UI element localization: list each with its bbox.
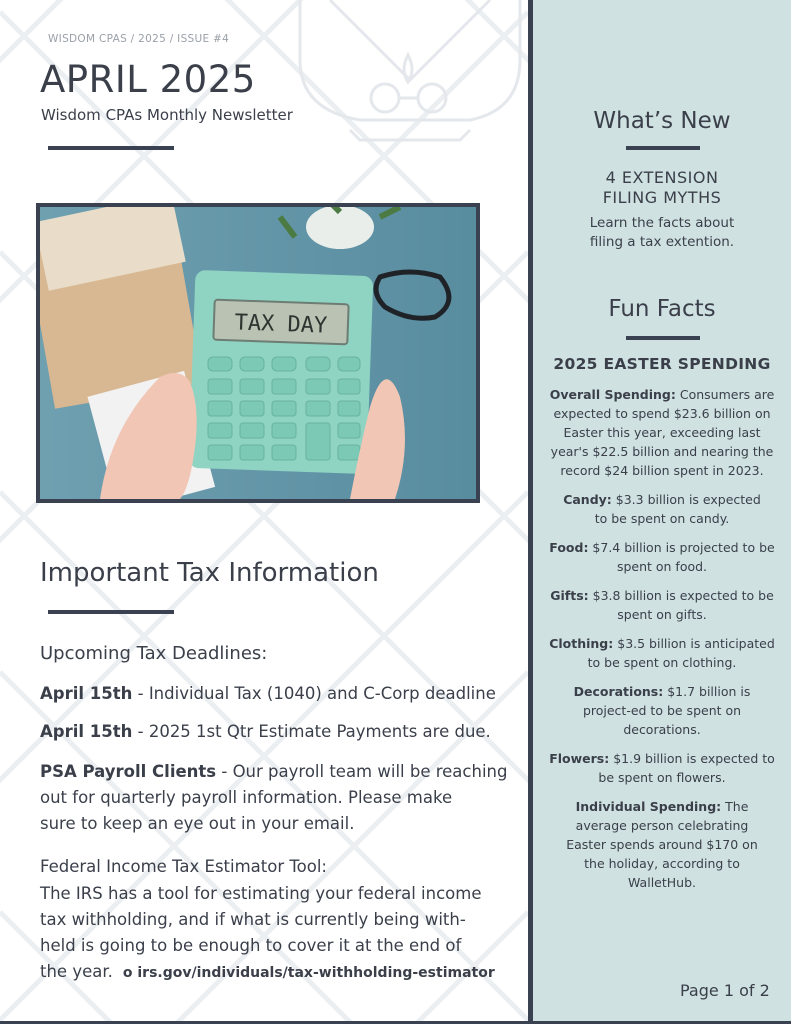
article-desc: Learn the facts about	[589, 215, 735, 231]
estimator-text: held is going to be enough to cover it at the end of	[40, 936, 462, 955]
estimator-paragraph	[40, 881, 495, 986]
fact-item	[533, 797, 791, 892]
fact-text: $1.7 billion is project-ed to be spent on decorations.	[582, 684, 751, 737]
psa-label: PSA Payroll Clients	[40, 762, 217, 781]
fact-label: Individual Spending:	[575, 799, 722, 814]
estimator-text: the year.	[40, 962, 113, 981]
easter-heading: 2025 EASTER SPENDING	[553, 355, 771, 373]
fact-text: $3.8 billion is expected to be spent on gifts.	[588, 588, 774, 622]
fact-label: Decorations:	[573, 684, 664, 699]
fact-text: $3.5 billion is anticipated to be spent on clothing.	[587, 636, 775, 670]
estimator-link[interactable]: o irs.gov/individuals/tax-withholding-estimator	[122, 965, 495, 981]
fact-item	[533, 749, 791, 787]
fact-item	[533, 682, 791, 739]
issue-kicker: WISDOM CPAS / 2025 / ISSUE #4	[48, 33, 230, 45]
fun-facts-rule	[626, 336, 700, 340]
article-teaser[interactable]	[533, 168, 791, 252]
psa-text: sure to keep an eye out in your email.	[40, 814, 355, 833]
tax-day-photo	[36, 203, 480, 503]
fact-item	[533, 538, 791, 576]
fact-label: Flowers:	[549, 751, 610, 766]
fun-facts-title: Fun Facts	[608, 296, 716, 322]
calculator-display: TAX DAY	[234, 310, 328, 339]
deadline-item-1040	[40, 681, 496, 707]
fact-item	[533, 385, 791, 480]
section-rule	[48, 610, 174, 614]
article-title: FILING MYTHS	[602, 188, 722, 207]
fact-text: Consumers are expected to spend $23.6 billion on Easter this year, exceeding last year's $22.5 billion and nearing the record $24 billion spent in 2023.	[550, 387, 775, 478]
fact-label: Food:	[549, 540, 589, 555]
fact-text: The average person celebrating Easter spends around $170 on the holiday, according to WalletHub.	[566, 799, 758, 890]
fact-label: Clothing:	[549, 636, 614, 651]
fact-list	[533, 385, 791, 892]
fact-text: $7.4 billion is projected to be spent on food.	[588, 540, 775, 574]
newsletter-subtitle: Wisdom CPAs Monthly Newsletter	[41, 106, 293, 124]
header-rule	[48, 146, 174, 150]
deadline-item-estimate	[40, 719, 491, 745]
calculator-icon	[189, 270, 374, 474]
fact-item	[533, 634, 791, 672]
page-number: Page 1 of 2	[680, 981, 770, 1000]
estimator-text: tax withholding, and if what is currently being with-	[40, 910, 466, 929]
psa-paragraph	[40, 759, 507, 837]
psa-text: out for quarterly payroll information. Please make	[40, 788, 453, 807]
whats-new-rule	[626, 146, 700, 150]
section-title: Important Tax Information	[40, 558, 379, 588]
fact-label: Overall Spending:	[549, 387, 676, 402]
fact-text: $3.3 billion is expected to be spent on candy.	[594, 492, 761, 526]
deadline-date: April 15th	[40, 722, 133, 741]
estimator-heading: Federal Income Tax Estimator Tool:	[40, 857, 327, 876]
fact-text: $1.9 billion is expected to be spent on flowers.	[598, 751, 775, 785]
article-desc: filing a tax extention.	[589, 234, 735, 250]
deadline-text: - Individual Tax (1040) and C-Corp deadline	[132, 684, 496, 703]
newsletter-title: APRIL 2025	[40, 58, 256, 101]
fact-item	[533, 490, 791, 528]
whats-new-title: What’s New	[593, 108, 731, 134]
fact-item	[533, 586, 791, 624]
psa-text: - Our payroll team will be reaching	[216, 762, 508, 781]
deadline-date: April 15th	[40, 684, 133, 703]
deadline-text: - 2025 1st Qtr Estimate Payments are due.	[132, 722, 491, 741]
fact-label: Candy:	[563, 492, 612, 507]
fact-label: Gifts:	[550, 588, 589, 603]
deadlines-heading: Upcoming Tax Deadlines:	[40, 643, 268, 664]
article-title: 4 EXTENSION	[605, 168, 719, 187]
estimator-text: The IRS has a tool for estimating your federal income	[40, 884, 482, 903]
